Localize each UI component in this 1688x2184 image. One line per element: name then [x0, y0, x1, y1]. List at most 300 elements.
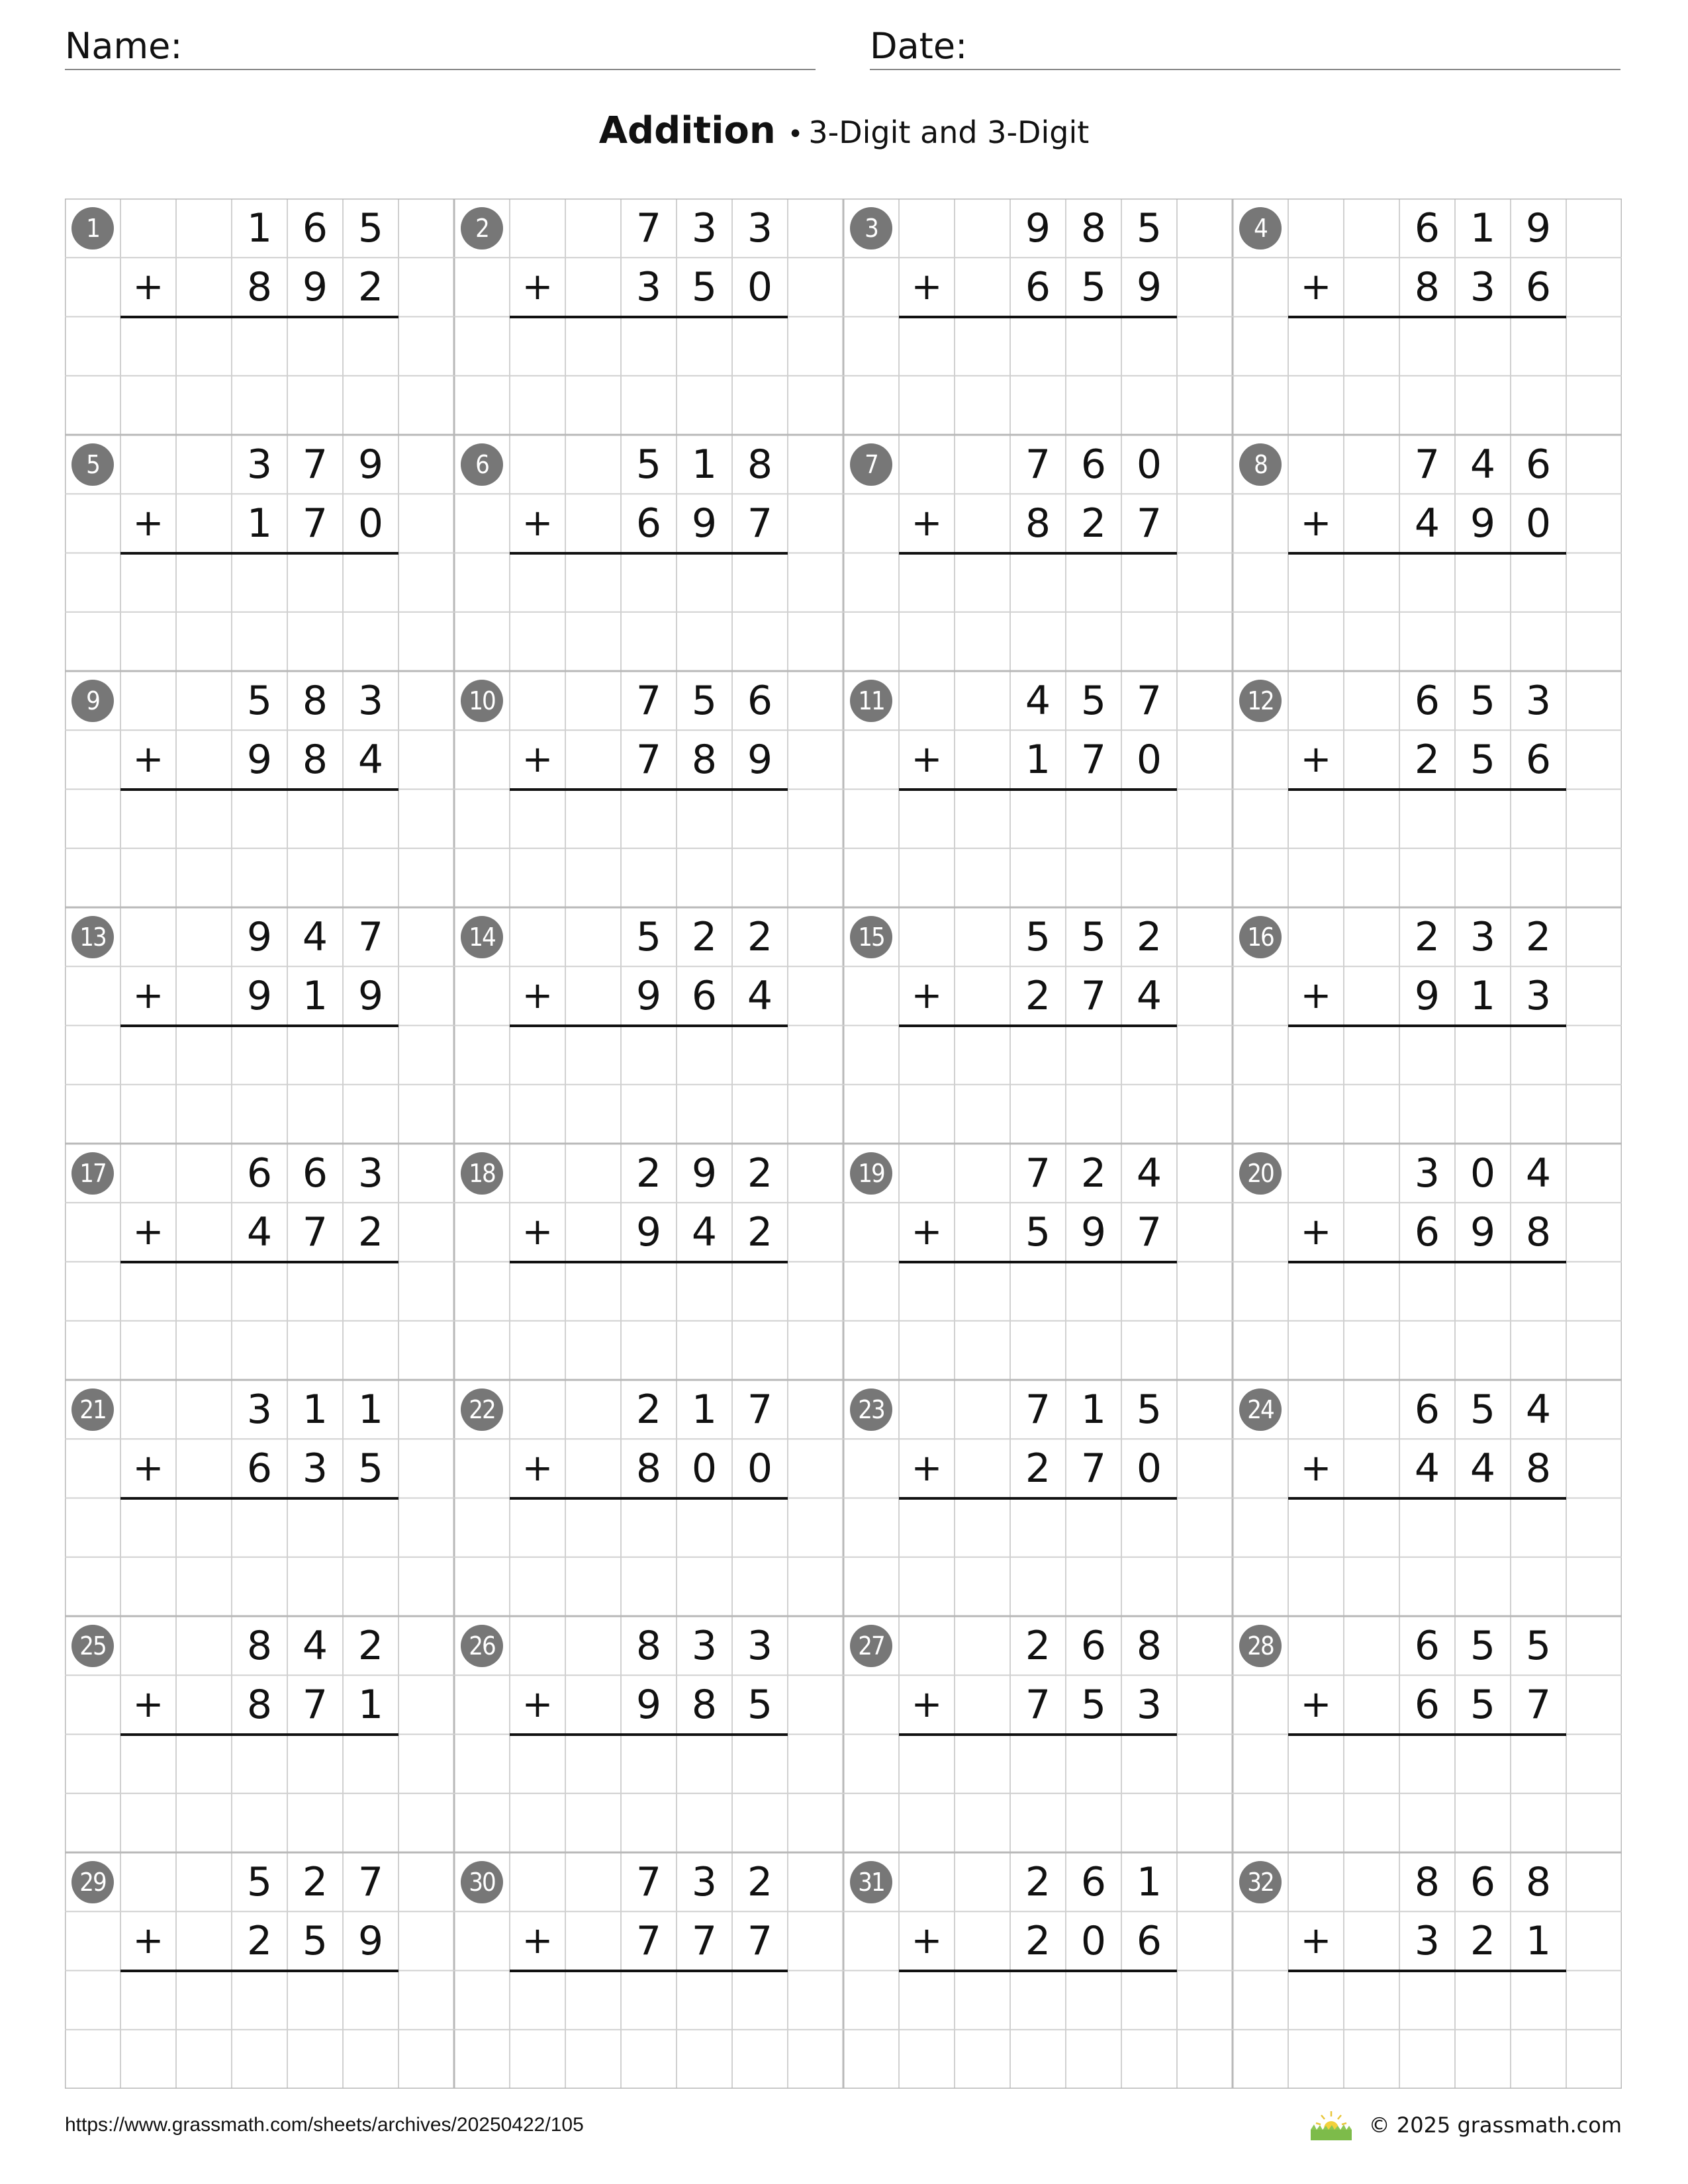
problem-block — [1233, 1380, 1622, 1616]
addend-bottom-digit: 3 — [1136, 1681, 1162, 1728]
addend-bottom-digit: 8 — [246, 263, 273, 310]
problem-number: 15 — [850, 916, 892, 958]
addend-bottom-digit: 9 — [1414, 972, 1440, 1019]
addend-bottom-digit: 5 — [357, 1445, 384, 1492]
addend-top-digit: 7 — [1025, 1150, 1051, 1197]
addend-top-digit: 3 — [747, 205, 773, 251]
addend-top-digit: 6 — [302, 205, 328, 251]
plus-sign: + — [522, 1210, 553, 1253]
addend-top-digit: 6 — [302, 1150, 328, 1197]
addend-top-digit: 6 — [1414, 1386, 1440, 1433]
problem-number: 25 — [71, 1625, 114, 1667]
addend-top-digit: 5 — [635, 441, 662, 488]
addend-bottom-digit: 9 — [691, 500, 718, 547]
answer-space[interactable] — [120, 556, 399, 610]
addend-top-digit: 8 — [1136, 1622, 1162, 1669]
addend-top-digit: 3 — [691, 1858, 718, 1905]
answer-line — [1288, 1024, 1566, 1027]
addend-bottom-digit: 5 — [1470, 1681, 1496, 1728]
addend-top-digit: 5 — [357, 205, 384, 251]
answer-space[interactable] — [899, 1028, 1177, 1082]
addend-bottom-digit: 4 — [357, 736, 384, 783]
answer-line — [120, 788, 399, 791]
addend-bottom-digit: 8 — [246, 1681, 273, 1728]
problem-number: 3 — [850, 207, 892, 250]
problem-number: 9 — [71, 680, 114, 722]
plus-sign: + — [132, 501, 164, 545]
addend-top-digit: 3 — [747, 1622, 773, 1669]
addend-bottom-digit: 2 — [1025, 1917, 1051, 1964]
addend-bottom-digit: 2 — [1025, 1445, 1051, 1492]
problem-block — [454, 1616, 843, 1852]
addend-bottom-digit: 7 — [302, 500, 328, 547]
answer-space[interactable] — [1288, 320, 1566, 373]
addend-top-digit: 3 — [1470, 913, 1496, 960]
addend-bottom-digit: 1 — [1025, 736, 1051, 783]
addend-top-digit: 2 — [635, 1386, 662, 1433]
date-label: Date: — [870, 25, 968, 67]
addend-bottom-digit: 5 — [691, 263, 718, 310]
problem-grid — [65, 199, 1622, 2089]
problem-block — [65, 1852, 454, 2089]
answer-space[interactable] — [1288, 1265, 1566, 1318]
problem-block — [1233, 435, 1622, 671]
addend-bottom-digit: 5 — [1025, 1208, 1051, 1255]
addend-bottom-digit: 9 — [1080, 1208, 1107, 1255]
addend-top-digit: 7 — [635, 1858, 662, 1905]
problem-number: 2 — [461, 207, 503, 250]
addend-bottom-digit: 1 — [1525, 1917, 1552, 1964]
problem-number: 31 — [850, 1861, 892, 1903]
addend-bottom-digit: 8 — [1525, 1445, 1552, 1492]
addend-top-digit: 5 — [1025, 913, 1051, 960]
copyright-text: © 2025 grassmath.com — [1368, 2113, 1622, 2138]
problem-number: 7 — [850, 443, 892, 486]
addend-bottom-digit: 9 — [246, 736, 273, 783]
problem-block — [454, 1380, 843, 1616]
addend-top-digit: 5 — [246, 677, 273, 724]
answer-space[interactable] — [510, 556, 788, 610]
addend-bottom-digit: 8 — [635, 1445, 662, 1492]
addend-bottom-digit: 2 — [747, 1208, 773, 1255]
plus-sign: + — [522, 501, 553, 545]
addend-bottom-digit: 9 — [1470, 1208, 1496, 1255]
answer-space[interactable] — [1288, 556, 1566, 610]
answer-space[interactable] — [899, 792, 1177, 846]
addend-bottom-digit: 6 — [1414, 1208, 1440, 1255]
plus-sign: + — [132, 1446, 164, 1490]
problem-block — [454, 435, 843, 671]
addend-top-digit: 1 — [246, 205, 273, 251]
addend-top-digit: 5 — [246, 1858, 273, 1905]
answer-line — [120, 1261, 399, 1263]
addend-top-digit: 9 — [691, 1150, 718, 1197]
addend-bottom-digit: 4 — [747, 972, 773, 1019]
addend-top-digit: 6 — [1470, 1858, 1496, 1905]
answer-space[interactable] — [899, 320, 1177, 373]
addend-top-digit: 0 — [1136, 441, 1162, 488]
addend-top-digit: 1 — [1080, 1386, 1107, 1433]
addend-top-digit: 5 — [1080, 913, 1107, 960]
addend-top-digit: 2 — [302, 1858, 328, 1905]
answer-space[interactable] — [120, 1737, 399, 1791]
addend-bottom-digit: 9 — [1136, 263, 1162, 310]
addend-top-digit: 9 — [1025, 205, 1051, 251]
date-field[interactable] — [870, 26, 1620, 70]
plus-sign: + — [132, 1682, 164, 1726]
plus-sign: + — [132, 974, 164, 1017]
addend-top-digit: 5 — [1525, 1622, 1552, 1669]
answer-line — [899, 1733, 1177, 1736]
addend-top-digit: 2 — [1414, 913, 1440, 960]
answer-space[interactable] — [510, 1974, 788, 2027]
plus-sign: + — [132, 265, 164, 308]
addend-bottom-digit: 7 — [747, 500, 773, 547]
answer-line — [899, 316, 1177, 318]
answer-space[interactable] — [510, 320, 788, 373]
plus-sign: + — [911, 1210, 943, 1253]
problem-block — [65, 435, 454, 671]
answer-space[interactable] — [120, 320, 399, 373]
addend-bottom-digit: 7 — [635, 736, 662, 783]
addend-bottom-digit: 1 — [302, 972, 328, 1019]
addend-top-digit: 9 — [246, 913, 273, 960]
addend-top-digit: 2 — [1080, 1150, 1107, 1197]
plus-sign: + — [1300, 1446, 1332, 1490]
addend-top-digit: 4 — [1525, 1150, 1552, 1197]
addend-top-digit: 6 — [1414, 205, 1440, 251]
addend-bottom-digit: 7 — [1136, 1208, 1162, 1255]
problem-number: 4 — [1239, 207, 1282, 250]
problem-number: 14 — [461, 916, 503, 958]
problem-block — [65, 199, 454, 435]
addend-bottom-digit: 2 — [357, 1208, 384, 1255]
plus-sign: + — [132, 1210, 164, 1253]
plus-sign: + — [522, 737, 553, 781]
addend-bottom-digit: 8 — [1525, 1208, 1552, 1255]
problem-number: 19 — [850, 1152, 892, 1195]
addend-bottom-digit: 3 — [635, 263, 662, 310]
addend-bottom-digit: 4 — [691, 1208, 718, 1255]
answer-line — [510, 1024, 788, 1027]
addend-top-digit: 8 — [1080, 205, 1107, 251]
answer-space[interactable] — [899, 1501, 1177, 1555]
addend-bottom-digit: 6 — [1525, 263, 1552, 310]
addend-top-digit: 2 — [1025, 1622, 1051, 1669]
addend-bottom-digit: 8 — [1025, 500, 1051, 547]
addend-top-digit: 2 — [1525, 913, 1552, 960]
addend-top-digit: 5 — [635, 913, 662, 960]
addend-bottom-digit: 3 — [1470, 263, 1496, 310]
answer-space[interactable] — [510, 792, 788, 846]
addend-top-digit: 0 — [1470, 1150, 1496, 1197]
addend-top-digit: 9 — [357, 441, 384, 488]
addend-top-digit: 6 — [246, 1150, 273, 1197]
addend-bottom-digit: 8 — [691, 1681, 718, 1728]
problem-number: 1 — [71, 207, 114, 250]
addend-top-digit: 4 — [302, 913, 328, 960]
addend-bottom-digit: 1 — [1470, 972, 1496, 1019]
answer-line — [1288, 788, 1566, 791]
answer-space[interactable] — [120, 1974, 399, 2027]
addend-bottom-digit: 6 — [246, 1445, 273, 1492]
answer-line — [120, 1024, 399, 1027]
addend-bottom-digit: 6 — [1414, 1681, 1440, 1728]
problem-block — [843, 1144, 1233, 1380]
answer-space[interactable] — [510, 1737, 788, 1791]
addend-top-digit: 8 — [635, 1622, 662, 1669]
problem-block — [65, 671, 454, 907]
addend-top-digit: 1 — [302, 1386, 328, 1433]
addend-top-digit: 7 — [302, 441, 328, 488]
addend-bottom-digit: 9 — [357, 972, 384, 1019]
addend-bottom-digit: 8 — [691, 736, 718, 783]
answer-space[interactable] — [510, 1028, 788, 1082]
addend-bottom-digit: 7 — [302, 1208, 328, 1255]
addend-bottom-digit: 7 — [1525, 1681, 1552, 1728]
answer-space[interactable] — [120, 1265, 399, 1318]
addend-top-digit: 7 — [1025, 1386, 1051, 1433]
plus-sign: + — [911, 1446, 943, 1490]
addend-top-digit: 1 — [1470, 205, 1496, 251]
footer-url: https://www.grassmath.com/sheets/archives/20250422/105 — [65, 2114, 584, 2136]
addend-bottom-digit: 5 — [1080, 1681, 1107, 1728]
addend-bottom-digit: 9 — [635, 972, 662, 1019]
plus-sign: + — [911, 1919, 943, 1962]
addend-top-digit: 8 — [302, 677, 328, 724]
answer-line — [899, 1497, 1177, 1500]
answer-line — [510, 788, 788, 791]
addend-bottom-digit: 9 — [357, 1917, 384, 1964]
title-separator: • — [787, 119, 804, 150]
addend-bottom-digit: 7 — [635, 1917, 662, 1964]
answer-line — [1288, 552, 1566, 555]
answer-space[interactable] — [1288, 1501, 1566, 1555]
problem-number: 11 — [850, 680, 892, 722]
answer-line — [510, 1497, 788, 1500]
addend-bottom-digit: 0 — [1080, 1917, 1107, 1964]
problem-number: 8 — [1239, 443, 1282, 486]
plus-sign: + — [1300, 501, 1332, 545]
answer-line — [120, 552, 399, 555]
addend-top-digit: 6 — [1080, 1858, 1107, 1905]
addend-bottom-digit: 5 — [1080, 263, 1107, 310]
addend-top-digit: 2 — [747, 1150, 773, 1197]
addend-top-digit: 2 — [747, 913, 773, 960]
problem-block — [843, 199, 1233, 435]
answer-line — [120, 1970, 399, 1972]
problem-block — [843, 1616, 1233, 1852]
answer-space[interactable] — [510, 1501, 788, 1555]
addend-top-digit: 3 — [691, 1622, 718, 1669]
answer-line — [1288, 316, 1566, 318]
problem-number: 27 — [850, 1625, 892, 1667]
problem-number: 28 — [1239, 1625, 1282, 1667]
addend-bottom-digit: 6 — [1525, 736, 1552, 783]
problem-block — [454, 1144, 843, 1380]
addend-bottom-digit: 9 — [747, 736, 773, 783]
answer-space[interactable] — [120, 792, 399, 846]
addend-bottom-digit: 7 — [691, 1917, 718, 1964]
addend-bottom-digit: 5 — [1470, 736, 1496, 783]
addend-top-digit: 7 — [635, 205, 662, 251]
addend-top-digit: 5 — [1136, 1386, 1162, 1433]
addend-bottom-digit: 0 — [691, 1445, 718, 1492]
plus-sign: + — [911, 265, 943, 308]
addend-top-digit: 7 — [635, 677, 662, 724]
problem-block — [843, 1852, 1233, 2089]
addend-top-digit: 1 — [691, 1386, 718, 1433]
answer-space[interactable] — [1288, 1974, 1566, 2027]
addend-top-digit: 6 — [1414, 677, 1440, 724]
addend-bottom-digit: 7 — [302, 1681, 328, 1728]
addend-bottom-digit: 2 — [246, 1917, 273, 1964]
addend-bottom-digit: 2 — [1025, 972, 1051, 1019]
title-main: Addition — [598, 109, 776, 152]
addend-top-digit: 1 — [691, 441, 718, 488]
addend-top-digit: 3 — [357, 1150, 384, 1197]
plus-sign: + — [911, 1682, 943, 1726]
addend-bottom-digit: 7 — [1080, 736, 1107, 783]
answer-space[interactable] — [899, 556, 1177, 610]
addend-bottom-digit: 0 — [1136, 736, 1162, 783]
addend-bottom-digit: 1 — [246, 500, 273, 547]
addend-bottom-digit: 0 — [1525, 500, 1552, 547]
plus-sign: + — [522, 1919, 553, 1962]
addend-bottom-digit: 2 — [1470, 1917, 1496, 1964]
addend-top-digit: 7 — [1414, 441, 1440, 488]
addend-top-digit: 8 — [1414, 1858, 1440, 1905]
problem-block — [454, 907, 843, 1144]
addend-bottom-digit: 7 — [1025, 1681, 1051, 1728]
problem-number: 17 — [71, 1152, 114, 1195]
addend-bottom-digit: 4 — [1470, 1445, 1496, 1492]
answer-space[interactable] — [1288, 792, 1566, 846]
problem-block — [1233, 907, 1622, 1144]
problem-number: 13 — [71, 916, 114, 958]
addend-bottom-digit: 6 — [691, 972, 718, 1019]
addend-top-digit: 7 — [1025, 441, 1051, 488]
answer-line — [120, 1497, 399, 1500]
addend-top-digit: 3 — [1525, 677, 1552, 724]
problem-number: 18 — [461, 1152, 503, 1195]
plus-sign: + — [1300, 1210, 1332, 1253]
addend-top-digit: 2 — [1025, 1858, 1051, 1905]
answer-space[interactable] — [899, 1265, 1177, 1318]
problem-number: 12 — [1239, 680, 1282, 722]
problem-number: 5 — [71, 443, 114, 486]
problem-number: 22 — [461, 1388, 503, 1431]
addend-bottom-digit: 0 — [747, 1445, 773, 1492]
addend-top-digit: 4 — [1470, 441, 1496, 488]
answer-space[interactable] — [510, 1265, 788, 1318]
problem-number: 6 — [461, 443, 503, 486]
answer-space[interactable] — [1288, 1737, 1566, 1791]
answer-line — [120, 316, 399, 318]
problem-block — [1233, 199, 1622, 435]
addend-bottom-digit: 7 — [1080, 1445, 1107, 1492]
addend-bottom-digit: 8 — [1414, 263, 1440, 310]
addend-top-digit: 3 — [246, 1386, 273, 1433]
answer-space[interactable] — [120, 1501, 399, 1555]
answer-line — [1288, 1497, 1566, 1500]
answer-line — [510, 552, 788, 555]
answer-line — [899, 1024, 1177, 1027]
plus-sign: + — [522, 1446, 553, 1490]
addend-top-digit: 2 — [357, 1622, 384, 1669]
addend-top-digit: 4 — [1525, 1386, 1552, 1433]
problem-number: 21 — [71, 1388, 114, 1431]
answer-line — [899, 552, 1177, 555]
answer-line — [899, 1261, 1177, 1263]
addend-top-digit: 4 — [302, 1622, 328, 1669]
addend-top-digit: 7 — [1136, 677, 1162, 724]
addend-bottom-digit: 3 — [302, 1445, 328, 1492]
answer-line — [899, 1970, 1177, 1972]
addend-bottom-digit: 2 — [357, 263, 384, 310]
answer-line — [510, 1970, 788, 1972]
addend-top-digit: 5 — [1470, 677, 1496, 724]
addend-top-digit: 5 — [1136, 205, 1162, 251]
problem-block — [843, 435, 1233, 671]
addend-top-digit: 4 — [1025, 677, 1051, 724]
answer-line — [510, 1261, 788, 1263]
addend-bottom-digit: 5 — [302, 1917, 328, 1964]
addend-top-digit: 5 — [1470, 1622, 1496, 1669]
addend-top-digit: 3 — [691, 205, 718, 251]
plus-sign: + — [132, 1919, 164, 1962]
plus-sign: + — [911, 737, 943, 781]
problem-block — [454, 671, 843, 907]
worksheet-title — [0, 105, 1688, 166]
addend-top-digit: 3 — [357, 677, 384, 724]
problem-number: 32 — [1239, 1861, 1282, 1903]
answer-space[interactable] — [1288, 1028, 1566, 1082]
name-field[interactable] — [65, 26, 816, 70]
answer-space[interactable] — [120, 1028, 399, 1082]
problem-number: 30 — [461, 1861, 503, 1903]
addend-top-digit: 6 — [1525, 441, 1552, 488]
plus-sign: + — [1300, 1919, 1332, 1962]
addend-bottom-digit: 9 — [1470, 500, 1496, 547]
addend-bottom-digit: 3 — [1525, 972, 1552, 1019]
addend-bottom-digit: 8 — [302, 736, 328, 783]
addend-top-digit: 3 — [246, 441, 273, 488]
addend-top-digit: 8 — [246, 1622, 273, 1669]
answer-space[interactable] — [899, 1737, 1177, 1791]
addend-top-digit: 4 — [1136, 1150, 1162, 1197]
problem-number: 23 — [850, 1388, 892, 1431]
problem-number: 20 — [1239, 1152, 1282, 1195]
problem-block — [843, 1380, 1233, 1616]
problem-number: 29 — [71, 1861, 114, 1903]
problem-block — [1233, 1852, 1622, 2089]
answer-line — [510, 316, 788, 318]
addend-top-digit: 6 — [1414, 1622, 1440, 1669]
plus-sign: + — [911, 974, 943, 1017]
addend-bottom-digit: 7 — [747, 1917, 773, 1964]
problem-block — [1233, 671, 1622, 907]
addend-top-digit: 1 — [357, 1386, 384, 1433]
grass-sun-logo-icon — [1308, 2109, 1354, 2142]
answer-space[interactable] — [899, 1974, 1177, 2027]
problem-number: 26 — [461, 1625, 503, 1667]
addend-bottom-digit: 4 — [1414, 500, 1440, 547]
addend-bottom-digit: 0 — [1136, 1445, 1162, 1492]
addend-top-digit: 2 — [691, 913, 718, 960]
addend-top-digit: 5 — [1080, 677, 1107, 724]
addend-top-digit: 5 — [1470, 1386, 1496, 1433]
